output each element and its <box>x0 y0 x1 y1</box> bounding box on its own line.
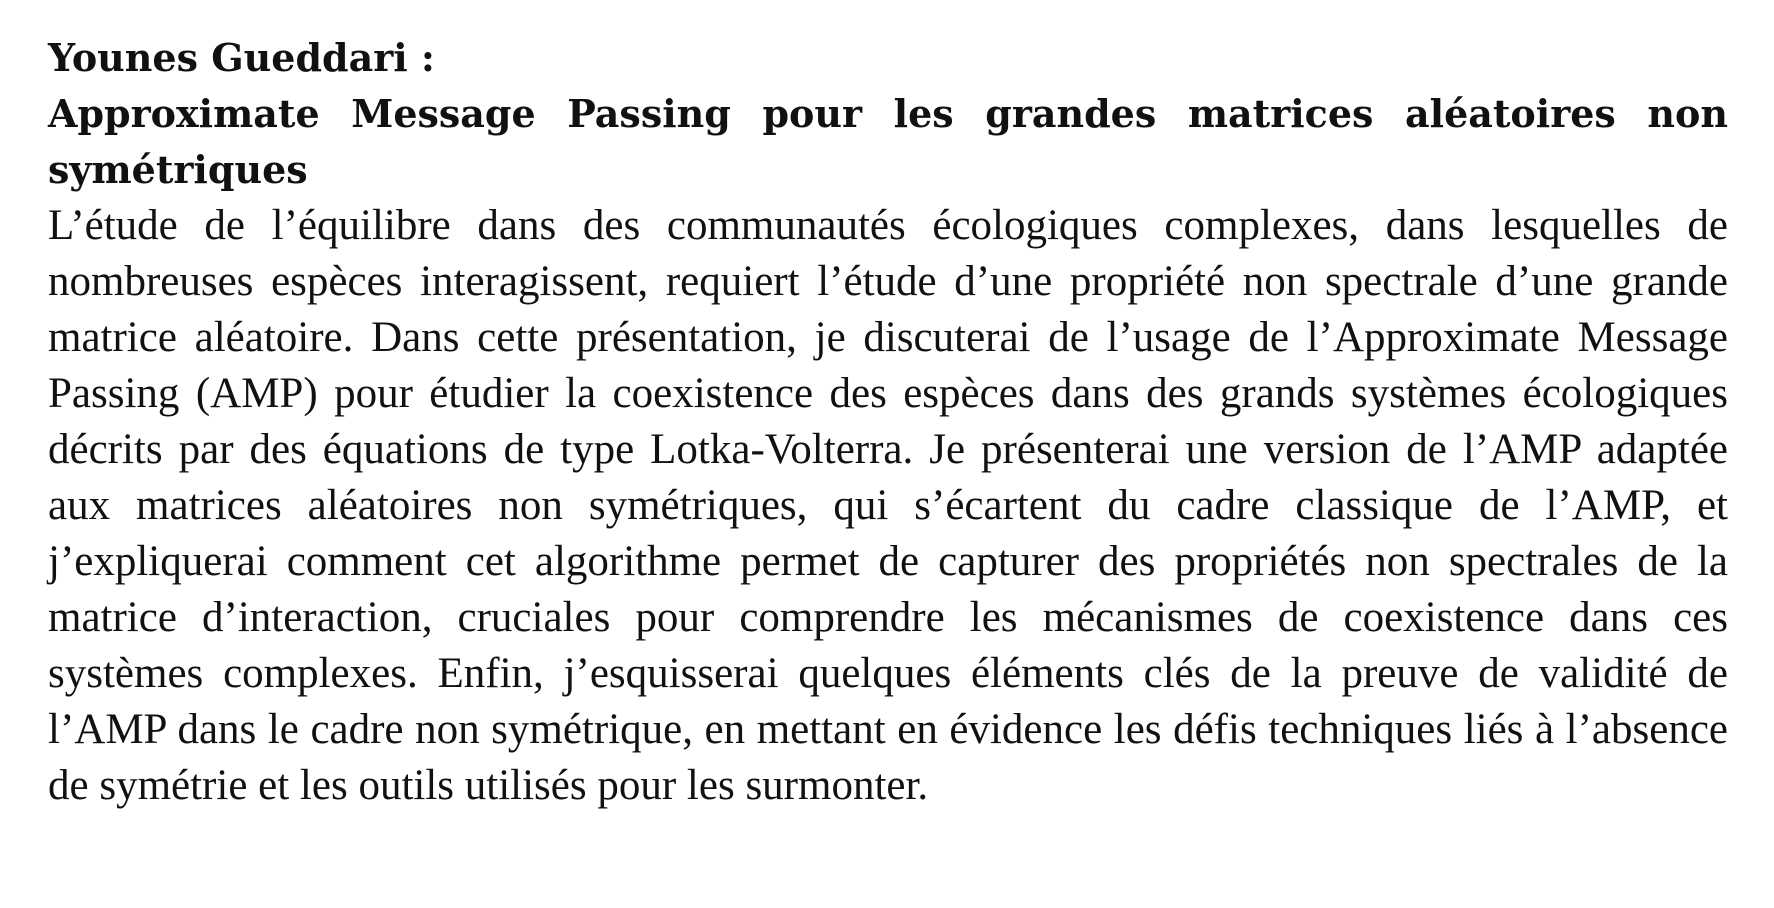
abstract-page <box>48 30 1728 814</box>
talk-title: Approximate Message Passing pour les grandes matrices aléatoires non symétriques <box>48 91 1728 192</box>
abstract-text: L’étude de l’équilibre dans des communautés écologiques complexes, dans lesquelles de nombreuses espèces interagissent, requiert l’étude d’une propriété non spectrale d’une grande matrice aléatoire. Dans cette présentation, je discuterai de l’usage de l’Approximate Message Passing (AMP) pour étudier la coexistence des espèces dans des grands systèmes écologiques décrits par des équations de type Lotka-Volterra. Je présenterai une version de l’AMP adaptée aux matrices aléatoires non symétriques, qui s’écartent du cadre classique de l’AMP, et j’expliquerai comment cet algorithme permet de capturer des propriétés non spectrales de la matrice d’interaction, cruciales pour comprendre les mécanismes de coexistence dans ces systèmes complexes. Enfin, j’esquisserai quelques éléments clés de la preuve de validité de l’AMP dans le cadre non symétrique, en mettant en évidence les défis techniques liés à l’absence de symétrie et les outils utilisés pour les surmonter. <box>48 202 1728 809</box>
author-name: Younes Gueddari : <box>48 35 435 80</box>
